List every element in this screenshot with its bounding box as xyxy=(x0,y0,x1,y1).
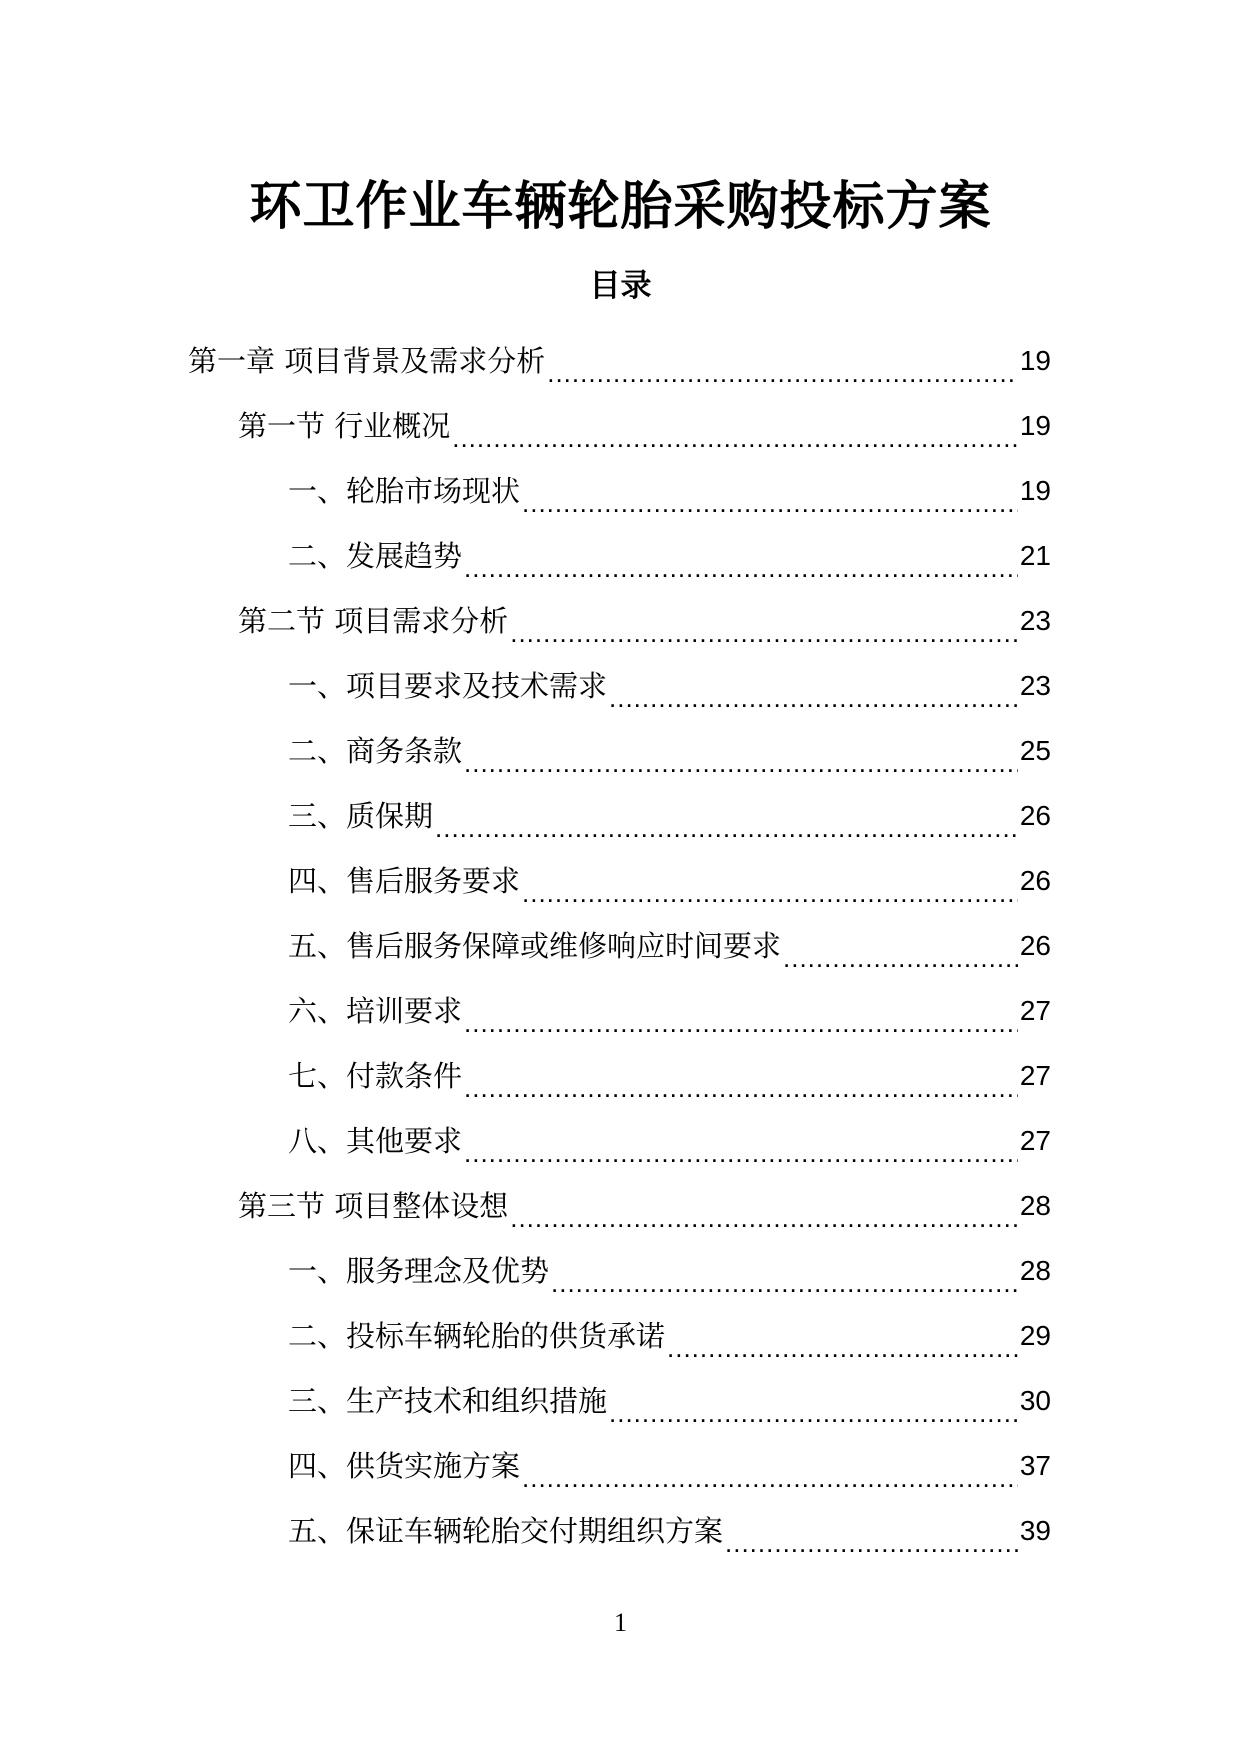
toc-entry-item[interactable] xyxy=(0,848,1241,913)
toc-entry-text: 四、售后服务要求 xyxy=(288,863,521,898)
toc-entry-text: 三、生产技术和组织措施 xyxy=(288,1383,608,1418)
table-of-contents xyxy=(0,328,1241,1563)
toc-entry-section-1-3[interactable] xyxy=(0,1173,1241,1238)
toc-dot-leader xyxy=(435,818,1018,848)
toc-dot-leader xyxy=(522,1468,1018,1498)
toc-dot-leader xyxy=(783,948,1018,978)
toc-dot-leader xyxy=(452,428,1018,458)
toc-entry-text: 八、其他要求 xyxy=(288,1123,463,1158)
toc-entry-text: 一、轮胎市场现状 xyxy=(288,473,521,508)
toc-entry-item[interactable] xyxy=(0,1238,1241,1303)
toc-entry-text: 第二节 项目需求分析 xyxy=(238,603,509,638)
toc-entry-item[interactable] xyxy=(0,718,1241,783)
toc-entry-page: 27 xyxy=(1019,994,1051,1026)
toc-entry-item[interactable] xyxy=(0,1368,1241,1433)
toc-entry-page: 30 xyxy=(1019,1384,1051,1416)
toc-entry-section-1-1[interactable] xyxy=(0,393,1241,458)
toc-dot-leader xyxy=(522,883,1018,913)
toc-entry-text: 五、保证车辆轮胎交付期组织方案 xyxy=(288,1513,724,1548)
toc-entry-text: 二、发展趋势 xyxy=(288,538,463,573)
toc-entry-page: 27 xyxy=(1019,1124,1051,1156)
toc-entry-page: 28 xyxy=(1019,1189,1051,1221)
toc-dot-leader xyxy=(464,1013,1018,1043)
toc-entry-page: 23 xyxy=(1019,604,1051,636)
toc-entry-text: 一、项目要求及技术需求 xyxy=(288,668,608,703)
toc-entry-page: 26 xyxy=(1019,864,1051,896)
toc-entry-item[interactable] xyxy=(0,1043,1241,1108)
toc-entry-item[interactable] xyxy=(0,1303,1241,1368)
toc-dot-leader xyxy=(510,1208,1018,1238)
toc-entry-text: 二、投标车辆轮胎的供货承诺 xyxy=(288,1318,666,1353)
toc-entry-page: 26 xyxy=(1019,929,1051,961)
toc-dot-leader xyxy=(725,1533,1018,1563)
toc-dot-leader xyxy=(464,1078,1018,1108)
toc-dot-leader xyxy=(547,363,1018,393)
toc-dot-leader xyxy=(464,1143,1018,1173)
toc-entry-text: 第一节 行业概况 xyxy=(238,408,451,443)
toc-entry-page: 27 xyxy=(1019,1059,1051,1091)
toc-entry-page: 29 xyxy=(1019,1319,1051,1351)
toc-dot-leader xyxy=(522,493,1018,523)
toc-entry-page: 19 xyxy=(1019,409,1051,441)
toc-entry-item[interactable] xyxy=(0,1433,1241,1498)
toc-entry-page: 19 xyxy=(1019,344,1051,376)
toc-entry-page: 39 xyxy=(1019,1514,1051,1546)
toc-entry-text: 第一章 项目背景及需求分析 xyxy=(188,343,546,378)
toc-entry-item[interactable] xyxy=(0,783,1241,848)
toc-entry-item[interactable] xyxy=(0,913,1241,978)
toc-entry-text: 一、服务理念及优势 xyxy=(288,1253,550,1288)
toc-entry-page: 19 xyxy=(1019,474,1051,506)
toc-entry-text: 二、商务条款 xyxy=(288,733,463,768)
toc-entry-item[interactable] xyxy=(0,458,1241,523)
toc-entry-page: 26 xyxy=(1019,799,1051,831)
toc-entry-item[interactable] xyxy=(0,523,1241,588)
toc-entry-page: 25 xyxy=(1019,734,1051,766)
toc-entry-text: 五、售后服务保障或维修响应时间要求 xyxy=(288,928,782,963)
toc-entry-text: 第三节 项目整体设想 xyxy=(238,1188,509,1223)
toc-entry-text: 四、供货实施方案 xyxy=(288,1448,521,1483)
toc-entry-section-1-2[interactable] xyxy=(0,588,1241,653)
toc-heading: 目录 xyxy=(589,268,652,304)
toc-entry-item[interactable] xyxy=(0,653,1241,718)
toc-entry-page: 28 xyxy=(1019,1254,1051,1286)
toc-entry-item[interactable] xyxy=(0,1108,1241,1173)
toc-entry-item[interactable] xyxy=(0,978,1241,1043)
toc-dot-leader xyxy=(609,1403,1018,1433)
toc-dot-leader xyxy=(551,1273,1018,1303)
toc-entry-item[interactable] xyxy=(0,1498,1241,1563)
toc-dot-leader xyxy=(464,753,1018,783)
toc-entry-page: 37 xyxy=(1019,1449,1051,1481)
toc-entry-text: 三、质保期 xyxy=(288,798,434,833)
toc-dot-leader xyxy=(464,558,1018,588)
document-title: 环卫作业车辆轮胎采购投标方案 xyxy=(249,177,992,237)
toc-entry-text: 六、培训要求 xyxy=(288,993,463,1028)
toc-entry-page: 21 xyxy=(1019,539,1051,571)
toc-dot-leader xyxy=(667,1338,1018,1368)
toc-entry-text: 七、付款条件 xyxy=(288,1058,463,1093)
page-number: 1 xyxy=(614,1608,627,1637)
toc-entry-chapter-1[interactable] xyxy=(0,328,1241,393)
toc-dot-leader xyxy=(609,688,1018,718)
toc-entry-page: 23 xyxy=(1019,669,1051,701)
toc-dot-leader xyxy=(510,623,1018,653)
